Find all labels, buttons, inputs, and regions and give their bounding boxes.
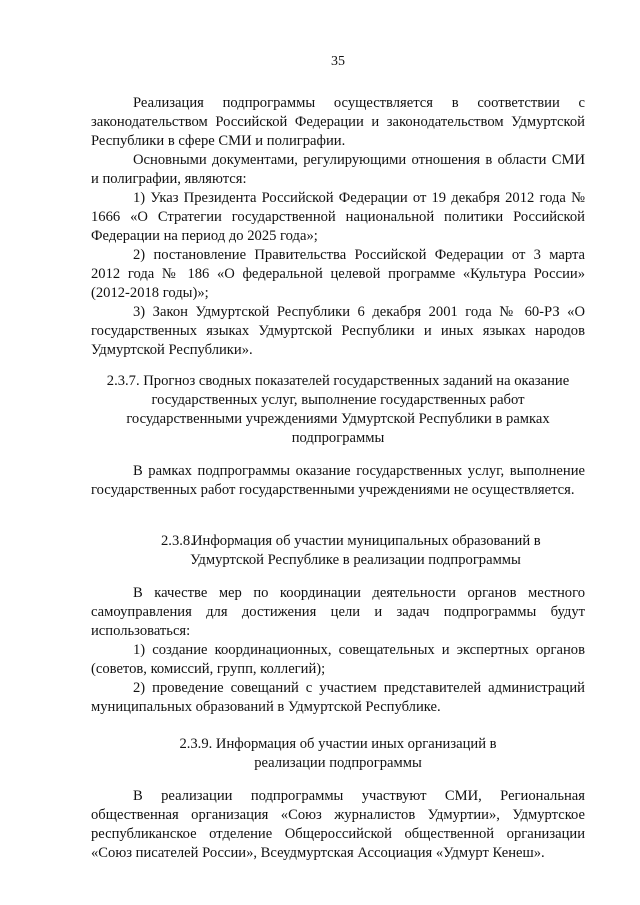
section-237-heading-line-4: подпрограммы bbox=[291, 430, 385, 446]
intro-paragraph-2 bbox=[91, 151, 585, 189]
law-list-item-2 bbox=[91, 246, 585, 303]
section-237-heading-line-1: 2.3.7. Прогноз сводных показателей государственных заданий на оказание bbox=[106, 373, 570, 389]
section-238-heading-text-1: Информация об участии муниципальных образований в bbox=[192, 533, 541, 549]
measure-list-item-2 bbox=[91, 679, 585, 717]
section-237-body bbox=[91, 462, 585, 500]
section-237-heading-line-3: государственными учреждениями Удмуртской Республики в рамках bbox=[126, 411, 550, 427]
law-item-text-1: 1) Указ Президента Российской Федерации от 19 декабря 2012 года № 1666 «О Стратегии государственной национальной политики Российской Федерации на период до 2025 года»; bbox=[91, 190, 585, 244]
measure-list-item-1 bbox=[91, 641, 585, 679]
intro-paragraph-1 bbox=[91, 94, 585, 151]
section-239-heading-line-2: реализации подпрограммы bbox=[254, 755, 422, 771]
section-239-heading bbox=[91, 735, 585, 773]
page-number: 35 bbox=[331, 54, 345, 69]
section-239-body bbox=[91, 787, 585, 863]
section-239-text: В реализации подпрограммы участвуют СМИ, Региональная общественная организация «Союз журналистов Удмуртии», Удмуртское республиканское отделение Общероссийской общественной организации «Союз писателей России», Всеудмуртская Ассоциация «Удмурт Кенеш». bbox=[91, 788, 585, 861]
section-238-body bbox=[91, 584, 585, 641]
intro-text-2: Основными документами, регулирующими отношения в области СМИ и полиграфии, являются: bbox=[91, 152, 585, 187]
section-239-heading-line-1: 2.3.9. Информация об участии иных организаций в bbox=[179, 736, 497, 752]
section-237-text: В рамках подпрограммы оказание государственных услуг, выполнение государственных работ государственными учреждениями не осуществляется. bbox=[91, 463, 585, 498]
law-item-text-2: 2) постановление Правительства Российской Федерации от 3 марта 2012 года № 186 «О федеральной целевой программе «Культура России» (2012-2018 годы)»; bbox=[91, 247, 585, 301]
section-238-number: 2.3.8. bbox=[161, 533, 194, 549]
measure-item-text-1: 1) создание координационных, совещательных и экспертных органов (советов, комиссий, групп, коллегий); bbox=[91, 642, 585, 677]
intro-text-1: Реализация подпрограммы осуществляется в соответствии с законодательством Российской Федерации и законодательством Удмуртской Республики в сфере СМИ и полиграфии. bbox=[91, 95, 585, 149]
law-list-item-3 bbox=[91, 303, 585, 360]
section-238-heading-line-2: Удмуртской Республике в реализации подпрограммы bbox=[190, 552, 521, 568]
law-list-item-1 bbox=[91, 189, 585, 246]
section-238-heading bbox=[91, 532, 585, 570]
section-237-heading bbox=[91, 372, 585, 448]
section-238-text: В качестве мер по координации деятельности органов местного самоуправления для достижения цели и задач подпрограммы будут использоваться: bbox=[91, 585, 585, 639]
law-item-text-3: 3) Закон Удмуртской Республики 6 декабря 2001 года № 60-РЗ «О государственных языках Удмуртской Республики и иных языках народов Удмуртской Республики». bbox=[91, 304, 585, 358]
measure-item-text-2: 2) проведение совещаний с участием представителей администраций муниципальных образований в Удмуртской Республике. bbox=[91, 680, 585, 715]
section-237-heading-line-2: государственных услуг, выполнение государственных работ bbox=[151, 392, 525, 408]
section-238-heading-line-1 bbox=[91, 532, 585, 551]
